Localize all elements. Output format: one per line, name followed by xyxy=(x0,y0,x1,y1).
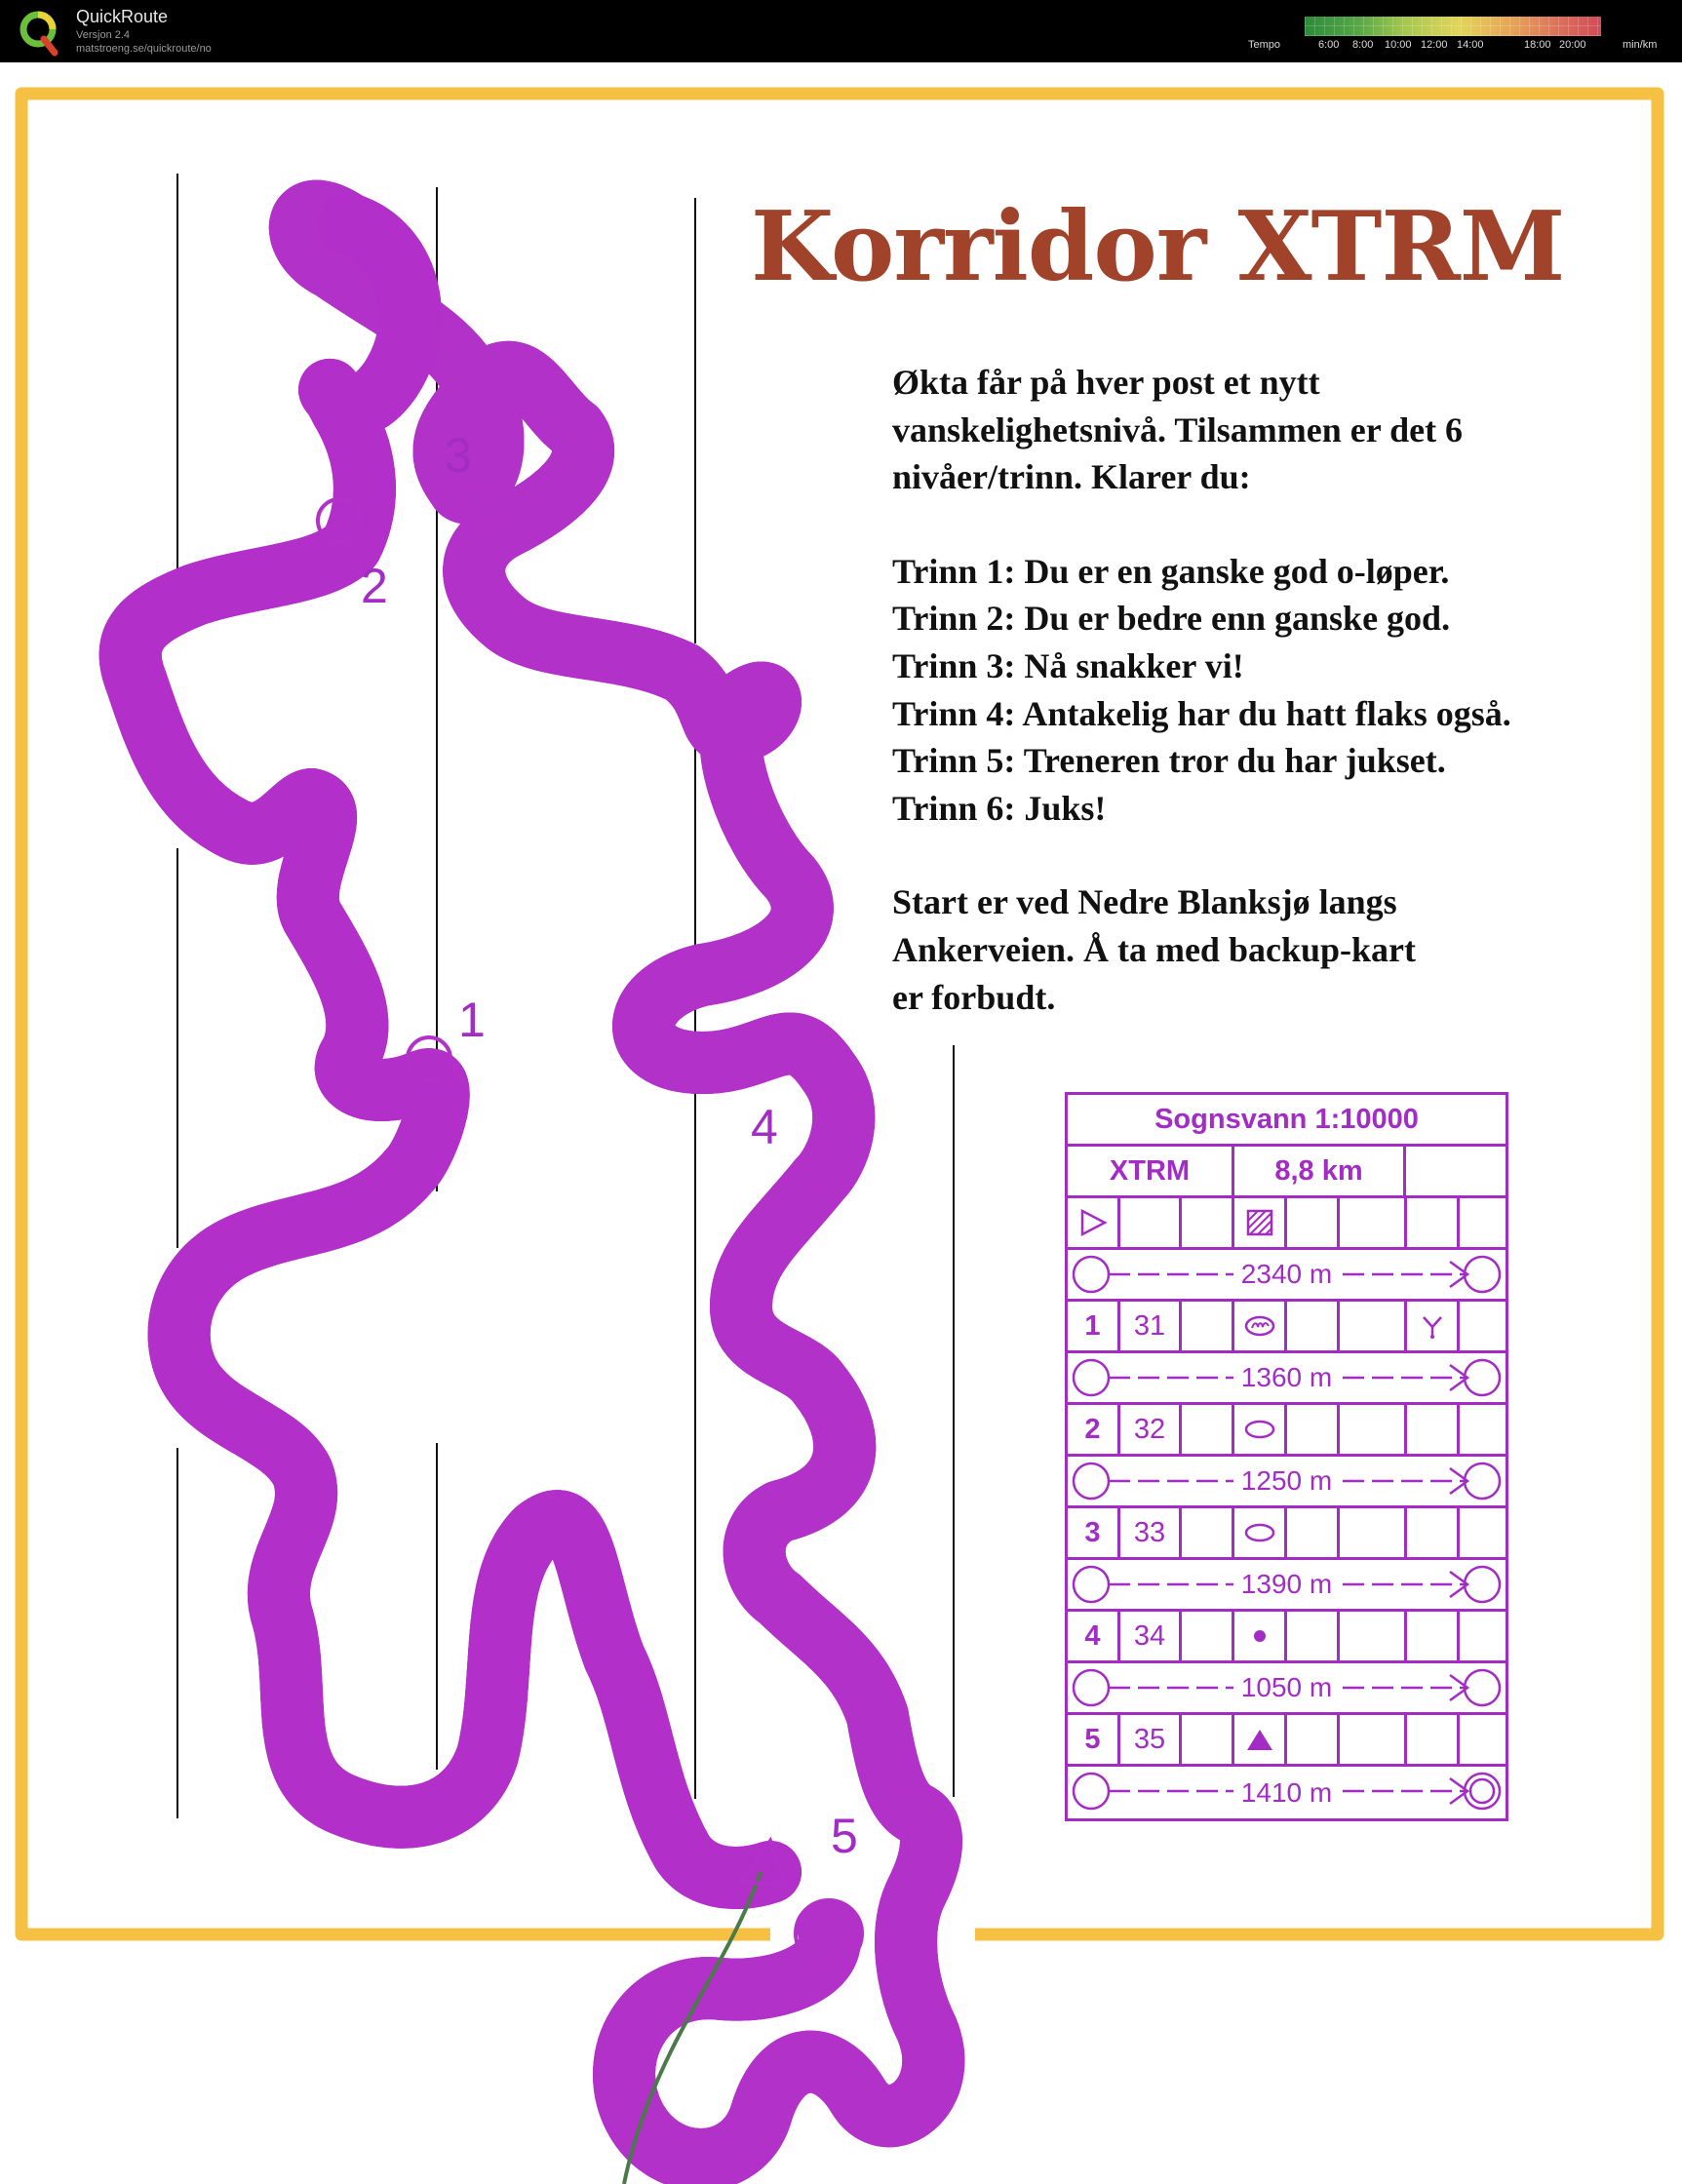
control-number: 4 xyxy=(1068,1612,1120,1660)
cd-course-row xyxy=(1068,1147,1506,1198)
quickroute-logo-icon xyxy=(18,4,59,58)
oval-icon xyxy=(1243,1521,1276,1544)
description-line: Trinn 5: Treneren tror du har jukset. xyxy=(892,741,1446,781)
control-number: 1 xyxy=(1068,1302,1120,1350)
description-line: Trinn 3: Nå snakker vi! xyxy=(892,645,1244,685)
cd-leg-row xyxy=(1068,1457,1506,1508)
description-line: Trinn 1: Du er en ganske god o-løper. xyxy=(892,551,1450,591)
tempo-tick: 14:00 xyxy=(1457,39,1484,51)
description-line: vanskelighetsnivå. Tilsammen er det 6 xyxy=(892,410,1464,449)
cd-header-row xyxy=(1068,1095,1506,1147)
description-line: nivåer/trinn. Klarer du: xyxy=(892,457,1251,497)
leg-length: 1250 m xyxy=(1233,1465,1340,1497)
tempo-color-scale xyxy=(1305,17,1601,36)
fork-icon xyxy=(1418,1311,1447,1341)
cd-length: 8,8 km xyxy=(1234,1147,1406,1195)
cd-control-row xyxy=(1068,1405,1506,1457)
cd-control-row xyxy=(1068,1302,1506,1353)
control-number: 1 xyxy=(458,993,486,1047)
control-description-table xyxy=(1065,1092,1508,1821)
description-line: Trinn 6: Juks! xyxy=(892,788,1107,828)
tempo-tick: 6:00 xyxy=(1318,39,1340,51)
control-code: 35 xyxy=(1120,1715,1182,1764)
tempo-tick: 10:00 xyxy=(1385,39,1412,51)
control-code: 34 xyxy=(1120,1612,1182,1660)
depression-icon xyxy=(1243,1314,1276,1338)
cd-control-row xyxy=(1068,1508,1506,1560)
tempo-unit: min/km xyxy=(1623,39,1658,51)
description-line: er forbudt. xyxy=(892,977,1056,1017)
tempo-tick: 12:00 xyxy=(1421,39,1448,51)
tempo-tick: 8:00 xyxy=(1352,39,1374,51)
control-code: 33 xyxy=(1120,1508,1182,1557)
cd-leg-row xyxy=(1068,1353,1506,1405)
description-line: Start er ved Nedre Blanksjø langs xyxy=(892,882,1397,922)
leg-length: 2340 m xyxy=(1233,1259,1340,1290)
app-url[interactable]: matstroeng.se/quickroute/no xyxy=(76,43,212,55)
quickroute-toolbar xyxy=(0,0,1682,62)
control-code: 31 xyxy=(1120,1302,1182,1350)
course-description-text xyxy=(892,359,1594,1021)
oval-icon xyxy=(1243,1418,1276,1441)
control-number: 2 xyxy=(1068,1405,1120,1454)
leg-length: 1390 m xyxy=(1233,1569,1340,1600)
cd-control-row xyxy=(1068,1715,1506,1767)
app-version: Versjon 2.4 xyxy=(76,29,131,41)
leg-length: 1050 m xyxy=(1233,1672,1340,1703)
cd-control-row xyxy=(1068,1612,1506,1663)
tempo-label: Tempo xyxy=(1248,39,1281,51)
control-number: 3 xyxy=(1068,1508,1120,1557)
triangle-icon xyxy=(1245,1727,1274,1752)
control-number: 5 xyxy=(1068,1715,1120,1764)
description-line: Ankerveien. Å ta med backup-kart xyxy=(892,929,1416,969)
description-line xyxy=(892,832,1594,878)
control-number: 3 xyxy=(445,428,472,483)
cd-start-row xyxy=(1068,1198,1506,1250)
cd-leg-row xyxy=(1068,1663,1506,1715)
tempo-tick: 20:00 xyxy=(1559,39,1586,51)
description-line: Trinn 2: Du er bedre enn ganske god. xyxy=(892,599,1451,639)
leg-length: 1410 m xyxy=(1233,1777,1340,1809)
leg-length: 1360 m xyxy=(1233,1362,1340,1393)
app-name: QuickRoute xyxy=(76,7,169,26)
tempo-tick: 18:00 xyxy=(1524,39,1551,51)
cd-header: Sognsvann 1:10000 xyxy=(1154,1103,1419,1135)
start-triangle-icon xyxy=(1078,1208,1108,1237)
cd-course: XTRM xyxy=(1068,1147,1234,1195)
control-number: 5 xyxy=(831,1809,858,1863)
cd-leg-row xyxy=(1068,1250,1506,1302)
cd-leg-row xyxy=(1068,1560,1506,1612)
description-line xyxy=(892,501,1594,548)
cd-leg-row xyxy=(1068,1767,1506,1818)
control-code: 32 xyxy=(1120,1405,1182,1454)
hatched-square-icon xyxy=(1245,1208,1274,1237)
description-line: Økta får på hver post et nytt xyxy=(892,363,1320,402)
description-line: Trinn 4: Antakelig har du hatt flaks også. xyxy=(892,693,1511,733)
map-title: Korridor XTRM xyxy=(751,191,1565,303)
control-number: 2 xyxy=(361,559,388,613)
dot-icon xyxy=(1248,1624,1271,1648)
control-number: 4 xyxy=(751,1100,778,1154)
